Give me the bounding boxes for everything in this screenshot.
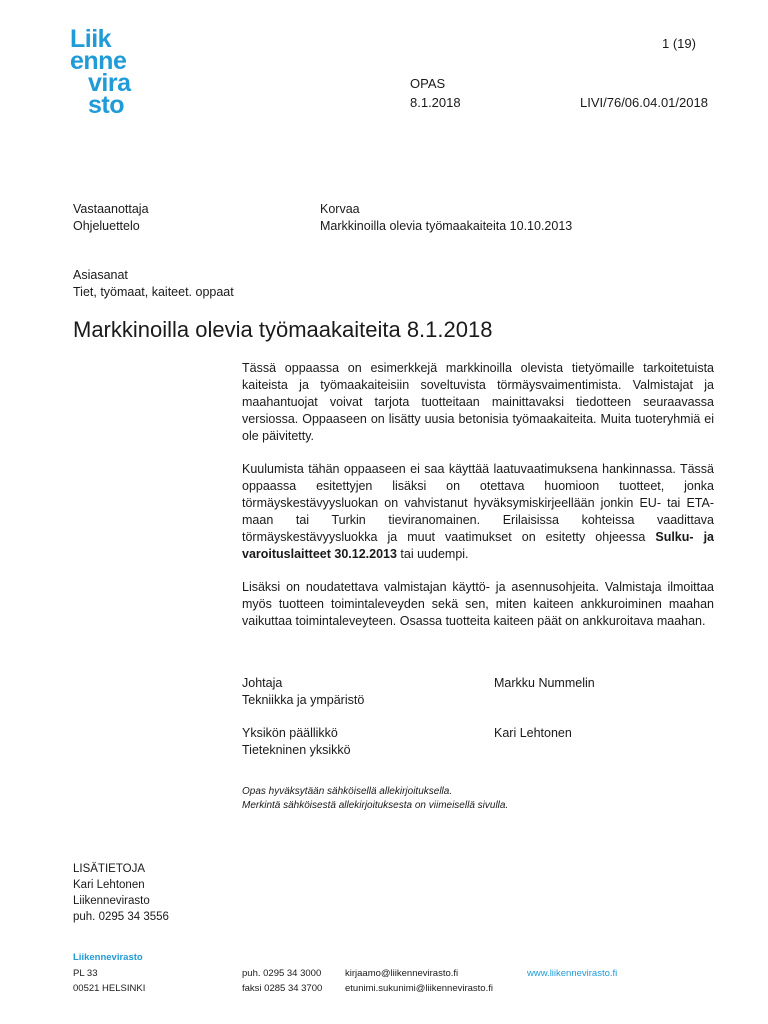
signer-unit: Tietekninen yksikkö <box>242 743 351 757</box>
replaces-label: Korvaa <box>320 202 360 216</box>
keywords-label: Asiasanat <box>73 268 128 282</box>
footer-po-box: PL 33 <box>73 968 98 979</box>
recipient-value: Ohjeluettelo <box>73 219 140 233</box>
signer-unit: Tekniikka ja ympäristö <box>242 693 365 707</box>
contact-org: Liikennevirasto <box>73 895 150 907</box>
footer-email[interactable]: etunimi.sukunimi@liikennevirasto.fi <box>345 983 493 994</box>
contact-block <box>73 861 169 925</box>
page-number: 1 (19) <box>662 36 696 51</box>
logo-line: sto <box>88 91 124 119</box>
footer-org: Liikennevirasto <box>73 952 143 963</box>
approval-note-line: Merkintä sähköisestä allekirjoituksesta on viimeisellä sivulla. <box>242 800 509 811</box>
signer-name: Kari Lehtonen <box>494 726 572 740</box>
paragraph-text: Kuulumista tähän oppaaseen ei saa käyttää laatuvaatimuksena hankinnassa. Tässä oppaassa esitettyjen lisäksi on otettava huomioon tuotteet, jonka törmäyskestävyysluokan on vahvistanut hyväksymiskirjeellään jonkin EU- tai ETA-maan tai Turkin tieviranomainen. Erilaisissa kohteissa vaadittava törmäyskestävyysluokka ja muut vaatimukset on esitetty ohjeessa <box>242 462 714 544</box>
contact-phone: puh. 0295 34 3556 <box>73 911 169 923</box>
approval-note <box>242 785 508 813</box>
logo-line: enne <box>70 47 127 75</box>
paragraph: Tässä oppaassa on esimerkkejä markkinoilla olevista tietyömaille tarkoitetuista kaiteista ja työmaakaiteisiin soveltuvista törmäysvaimentimista. Valmistajat ja maahantuojat voivat tarjota tuotteitaan mainittavaksi tiedotteen seuraavassa versiossa. Oppaaseen on lisätty uusia betonisia työmaakaiteita. Muita tuoteryhmiä ei ole päivitetty. <box>242 361 714 443</box>
referenced-guideline: Sulku- ja varoituslaitteet 30.12.2013 <box>242 530 714 561</box>
doc-reference: LIVI/76/06.04.01/2018 <box>580 95 708 110</box>
signer-role: Johtaja <box>242 676 283 690</box>
signer-role: Yksikön päällikkö <box>242 726 338 740</box>
doc-type: OPAS <box>410 76 446 91</box>
approval-note-line: Opas hyväksytään sähköisellä allekirjoituksella. <box>242 786 453 797</box>
document-title: Markkinoilla olevia työmaakaiteita 8.1.2018 <box>73 317 493 342</box>
footer-phone: puh. 0295 34 3000 <box>242 968 322 979</box>
footer-fax: faksi 0285 34 3700 <box>242 983 323 994</box>
contact-name: Kari Lehtonen <box>73 879 145 891</box>
footer-email[interactable]: kirjaamo@liikennevirasto.fi <box>345 968 459 979</box>
footer-city: 00521 HELSINKI <box>73 983 146 994</box>
logo-line: vira <box>88 69 131 97</box>
recipient-label: Vastaanottaja <box>73 202 149 216</box>
paragraph: Lisäksi on noudatettava valmistajan käyttö- ja asennusohjeita. Valmistaja ilmoittaa myös tuotteen toimintaleveyden sekä sen, miten kaiteen ankkuroiminen maahan vaikuttaa toimintaleveyteen. Osassa tuotteita kaiteen päät on ankkuroitava maahan. <box>242 580 714 628</box>
replaces-value: Markkinoilla olevia työmaakaiteita 10.10.2013 <box>320 219 573 233</box>
body-text <box>242 360 714 646</box>
contact-heading: LISÄTIETOJA <box>73 863 146 875</box>
logo-line: Liik <box>70 25 112 53</box>
keywords-value: Tiet, työmaat, kaiteet. oppaat <box>73 285 234 299</box>
paragraph-text: tai uudempi. <box>396 547 469 561</box>
doc-date: 8.1.2018 <box>410 95 461 110</box>
signer-name: Markku Nummelin <box>494 676 595 690</box>
footer-website-link[interactable]: www.liikennevirasto.fi <box>527 968 618 979</box>
paragraph <box>242 461 714 563</box>
liikennevirasto-logo <box>70 25 170 119</box>
